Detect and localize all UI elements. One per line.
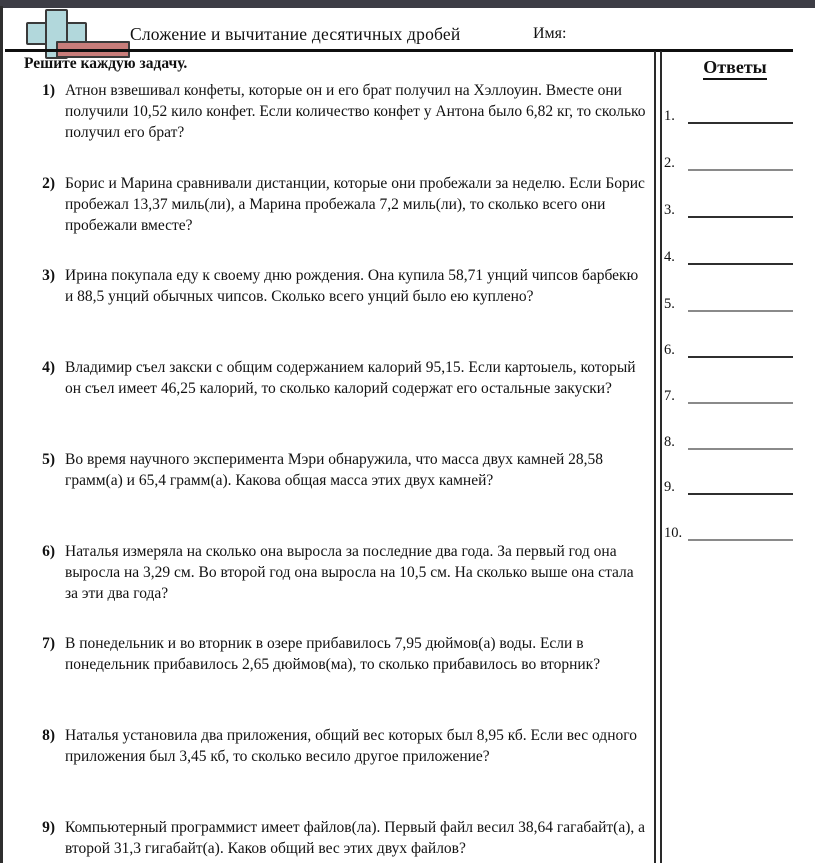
answer-row (664, 106, 795, 124)
answers-heading-label: Ответы (703, 57, 766, 80)
answer-number: 2. (664, 155, 675, 171)
problem-number: 4) (42, 359, 55, 376)
problem-text: Борис и Марина сравнивали дистанции, которые они пробежали за неделю. Если Борис пробежал 13,37 миль(ли), а Марина пробежала 7,2 миль(ли), то сколько всего они пробежали вместе? (65, 175, 645, 234)
answer-number: 9. (664, 479, 675, 495)
problem-text: Владимир съел закски с общим содержанием калорий 95,15. Если картоыель, который он съел имеет 46,25 калорий, то сколько калорий содержат его остальные закуски? (65, 359, 636, 397)
answer-blank-line (688, 402, 793, 404)
answer-blank-line (688, 356, 793, 358)
problem-item (33, 725, 650, 767)
problem-number: 2) (42, 175, 55, 192)
answer-blank-line (688, 493, 793, 495)
problem-item (33, 817, 650, 859)
answer-number: 8. (664, 434, 675, 450)
problem-text: Наталья измеряла на сколько она выросла за последние два года. За первый год она выросла на 3,29 см. Во второй год она выросла на 10,5 см. На сколько выше она стала за эти два года? (65, 543, 634, 602)
page-title: Сложение и вычитание десятичных дробей (130, 24, 461, 44)
scan-left-edge (0, 6, 3, 863)
problem-number: 3) (42, 267, 55, 284)
instructions-text: Решите каждую задачу. (24, 55, 188, 72)
answer-blank-line (688, 539, 793, 541)
problem-text: Ирина покупала еду к своему дню рождения. Она купила 58,71 унций чипсов барбекю и 88,5 унций обычных чипсов. Сколько всего унций было ею куплено? (65, 267, 639, 305)
answer-number: 6. (664, 342, 675, 358)
answer-number: 1. (664, 108, 675, 124)
answer-blank-line (688, 310, 793, 312)
answer-number: 4. (664, 249, 675, 265)
answer-number: 3. (664, 202, 675, 218)
problem-item (33, 449, 650, 491)
problem-number: 6) (42, 543, 55, 560)
answer-number: 7. (664, 388, 675, 404)
answer-row (664, 247, 795, 265)
problem-number: 9) (42, 819, 55, 836)
problem-number: 1) (42, 82, 55, 99)
answer-number: 10. (664, 525, 683, 541)
answer-row (664, 200, 795, 218)
problem-item (33, 265, 650, 307)
answer-blank-line (688, 263, 793, 265)
answer-row (664, 477, 795, 495)
header-rule (5, 49, 793, 52)
answer-row (664, 386, 795, 404)
problem-text: Атнон взвешивал конфеты, которые он и его брат получил на Хэллоуин. Вместе они получили 10,52 кило конфет. Если количество конфет у Антона было 6,82 кг, то сколько получил его брат? (65, 82, 646, 141)
answer-number: 5. (664, 296, 675, 312)
answer-row (664, 523, 795, 541)
answer-row (664, 340, 795, 358)
problem-text: Наталья установила два приложения, общий вес которых был 8,95 кб. Если вес одного приложения был 3,45 кб, то сколько весило другое приложение? (65, 727, 637, 765)
problem-item (33, 357, 650, 399)
answer-row (664, 153, 795, 171)
name-label: Имя: (533, 25, 567, 42)
column-divider (654, 51, 662, 863)
problem-text: В понедельник и во вторник в озере прибавилось 7,95 дюймов(а) воды. Если в понедельник прибавилось 2,65 дюймов(ма), то сколько прибавилось во вторник? (65, 635, 601, 673)
answers-heading (662, 57, 808, 78)
answer-row (664, 294, 795, 312)
answer-blank-line (688, 122, 793, 124)
problem-item (33, 173, 650, 236)
problem-number: 5) (42, 451, 55, 468)
problem-number: 7) (42, 635, 55, 652)
problem-item (33, 80, 650, 143)
problem-number: 8) (42, 727, 55, 744)
answer-blank-line (688, 169, 793, 171)
problem-text: Компьютерный программист имеет файлов(ла). Первый файл весил 38,64 гагабайт(а), а второй 31,3 гигабайт(а). Каков общий вес этих двух файлов? (65, 819, 646, 857)
answer-row (664, 432, 795, 450)
answer-blank-line (688, 216, 793, 218)
answer-blank-line (688, 448, 793, 450)
problem-text: Во время научного эксперимента Мэри обнаружила, что масса двух камней 28,58 грамм(а) и 65,4 грамм(а). Какова общая масса этих двух камней? (65, 451, 604, 489)
problem-item (33, 541, 650, 604)
problem-item (33, 633, 650, 675)
